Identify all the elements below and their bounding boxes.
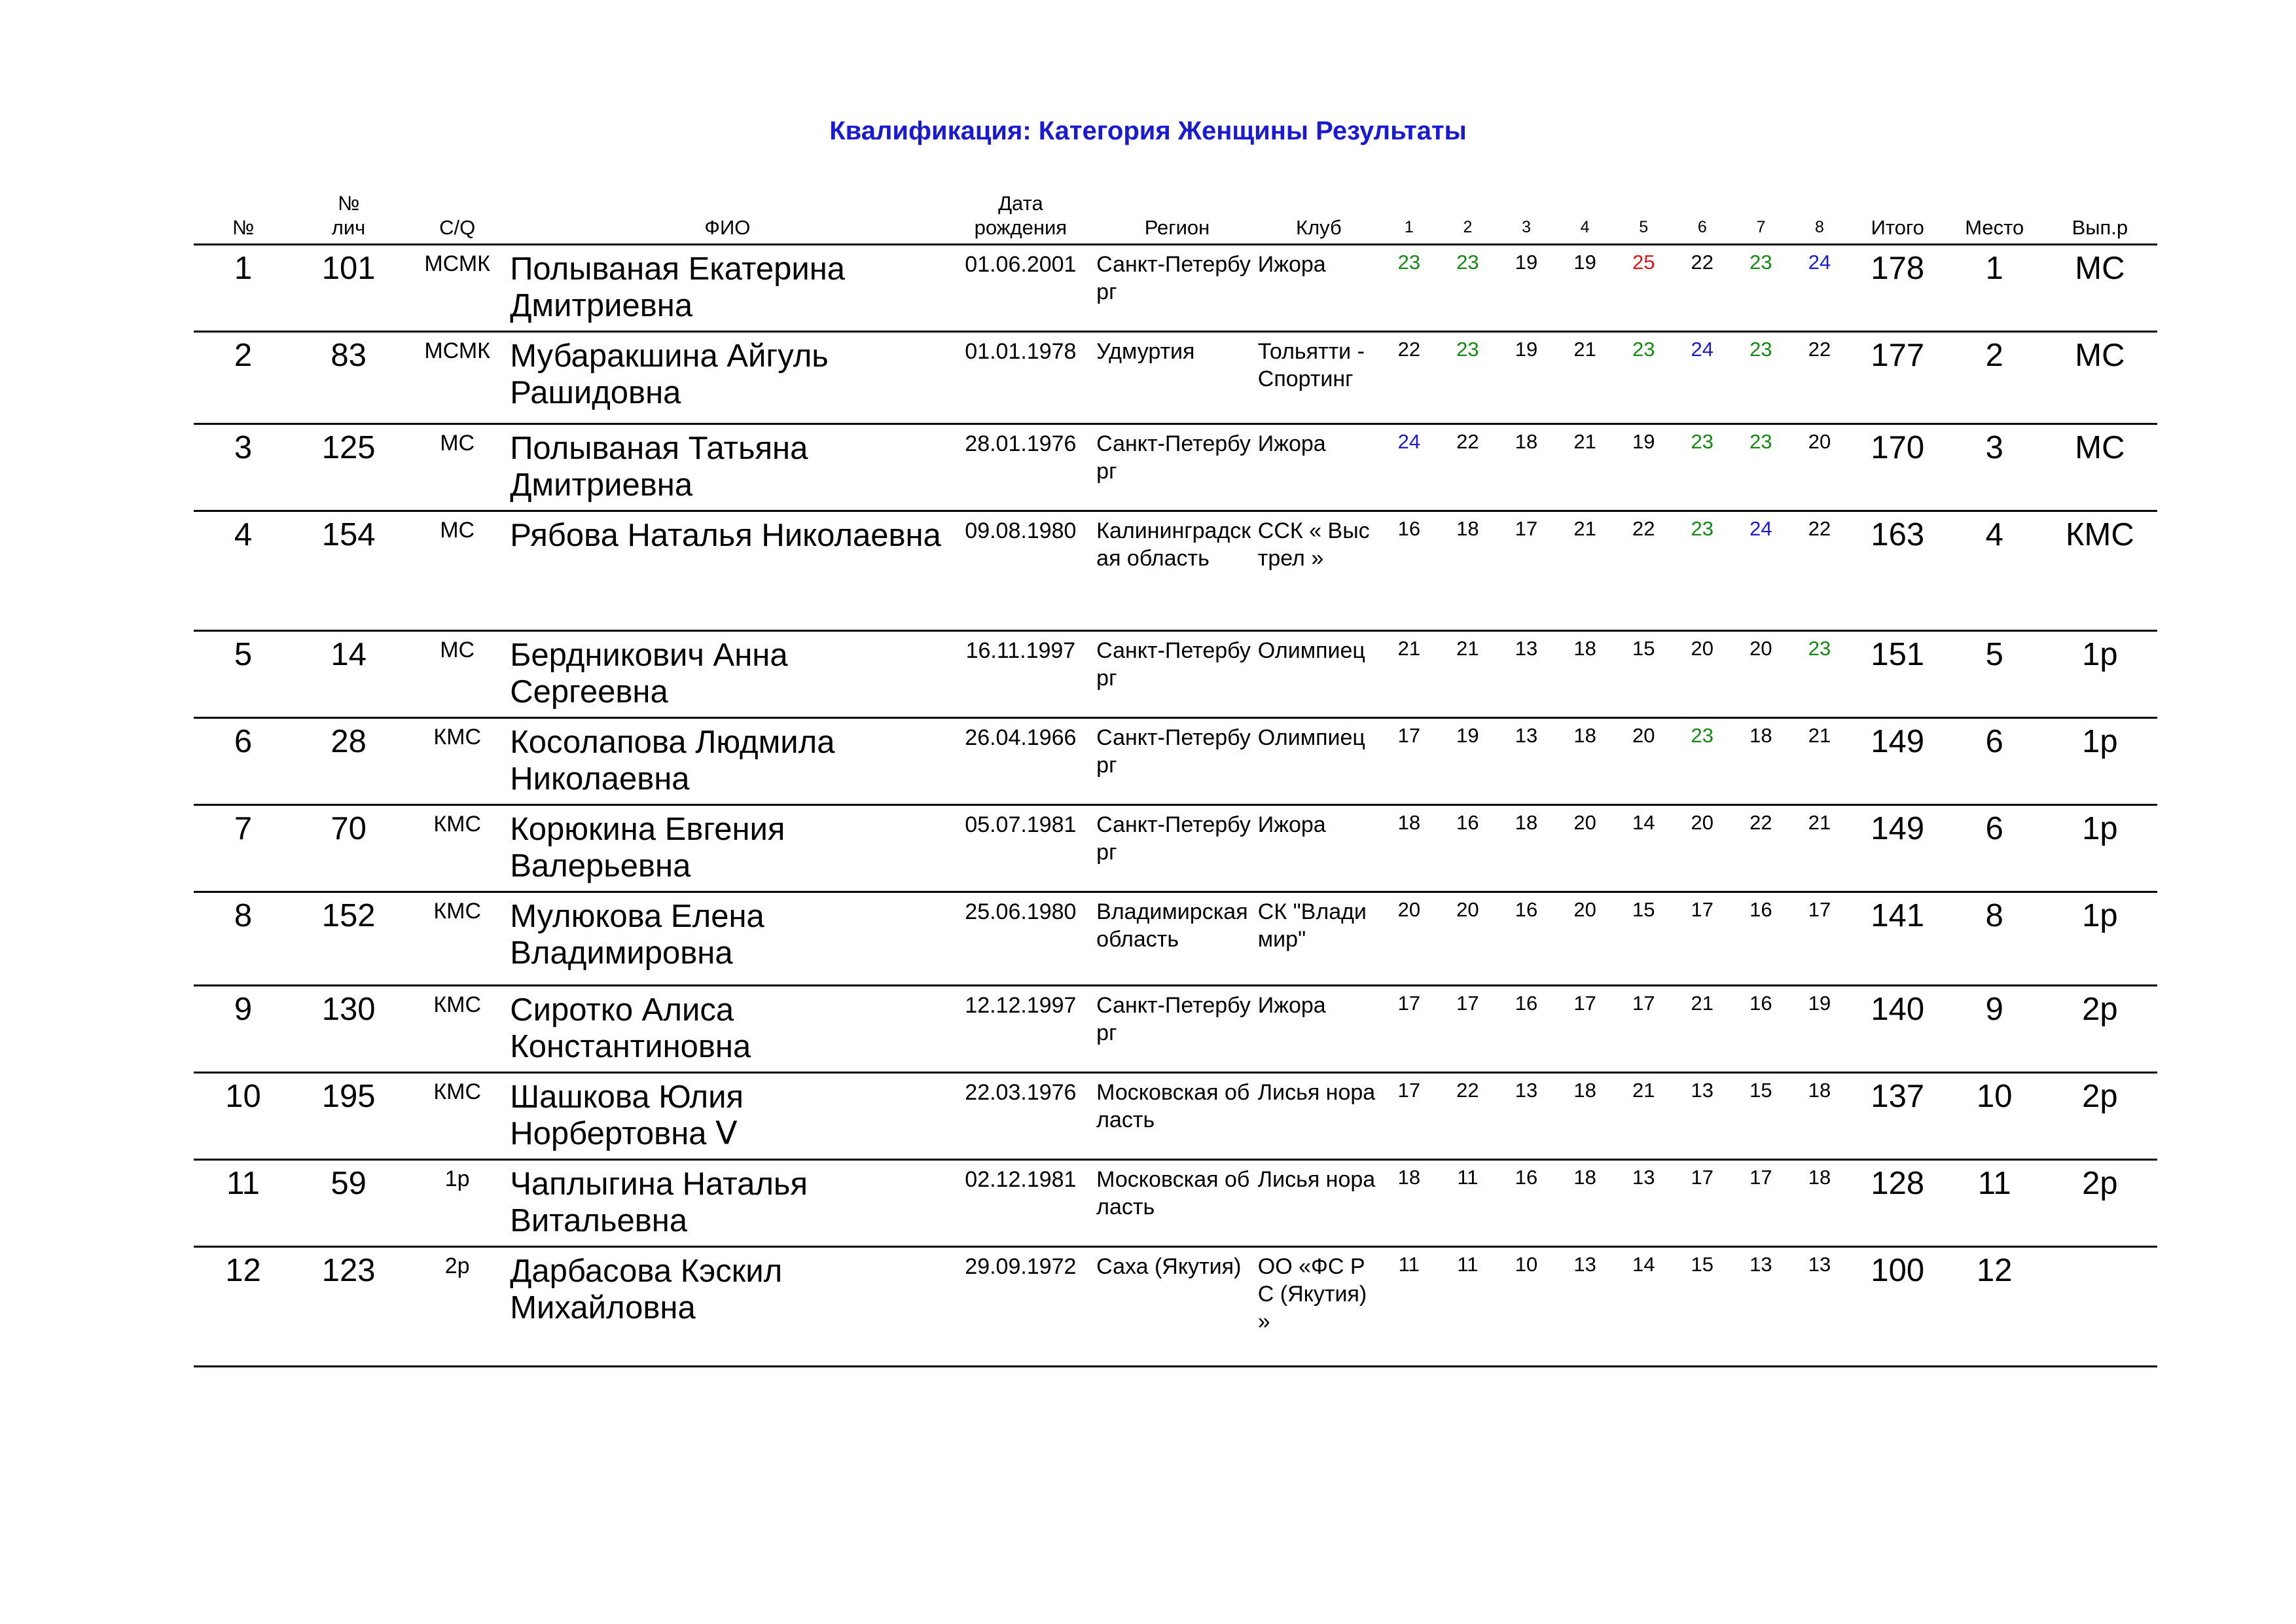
row-shot-7: 23	[1732, 245, 1791, 332]
row-shot-7: 24	[1732, 511, 1791, 631]
table-row	[194, 1160, 2157, 1247]
row-region: Калининградская область	[1096, 511, 1258, 631]
row-rank: 1р	[2043, 718, 2157, 805]
row-club: Олимпиец	[1258, 718, 1380, 805]
row-bib: 195	[293, 1073, 404, 1160]
row-num: 5	[194, 631, 293, 718]
row-shot-2: 19	[1439, 718, 1498, 805]
row-shot-2: 22	[1439, 424, 1498, 511]
row-club: ОО «ФС РС (Якутия) »	[1258, 1247, 1380, 1367]
row-region: Санкт-Петербург	[1096, 805, 1258, 892]
row-shot-4: 21	[1556, 332, 1615, 424]
row-shot-4: 21	[1556, 511, 1615, 631]
row-shot-6: 17	[1673, 1160, 1732, 1247]
row-shot-1: 17	[1380, 718, 1439, 805]
row-shot-2: 11	[1439, 1247, 1498, 1367]
row-shot-2: 20	[1439, 892, 1498, 986]
row-total: 149	[1849, 805, 1946, 892]
row-bib: 14	[293, 631, 404, 718]
table-row	[194, 805, 2157, 892]
row-dob: 22.03.1976	[945, 1073, 1097, 1160]
row-shot-2: 11	[1439, 1160, 1498, 1247]
row-fio: Рябова Наталья Николаевна	[510, 511, 944, 631]
row-shot-4: 21	[1556, 424, 1615, 511]
row-num: 9	[194, 986, 293, 1073]
row-shot-5: 17	[1614, 986, 1673, 1073]
header-shot-6: 6	[1673, 191, 1732, 245]
header-club: Клуб	[1258, 191, 1380, 245]
row-shot-1: 11	[1380, 1247, 1439, 1367]
table-row	[194, 631, 2157, 718]
row-cq: МСМК	[404, 245, 510, 332]
row-place: 5	[1946, 631, 2043, 718]
row-rank: МС	[2043, 245, 2157, 332]
row-shot-7: 18	[1732, 718, 1791, 805]
row-num: 12	[194, 1247, 293, 1367]
row-bib: 59	[293, 1160, 404, 1247]
row-fio: Полываная Татьяна Дмитриевна	[510, 424, 944, 511]
row-shot-4: 18	[1556, 631, 1615, 718]
row-rank	[2043, 1247, 2157, 1367]
row-place: 12	[1946, 1247, 2043, 1367]
row-cq: МС	[404, 424, 510, 511]
row-shot-6: 13	[1673, 1073, 1732, 1160]
row-bib: 101	[293, 245, 404, 332]
row-shot-8: 22	[1790, 511, 1849, 631]
row-shot-2: 16	[1439, 805, 1498, 892]
row-shot-6: 23	[1673, 424, 1732, 511]
row-region: Московская область	[1096, 1073, 1258, 1160]
row-num: 4	[194, 511, 293, 631]
row-shot-5: 21	[1614, 1073, 1673, 1160]
row-shot-6: 24	[1673, 332, 1732, 424]
row-shot-5: 15	[1614, 892, 1673, 986]
row-cq: КМС	[404, 892, 510, 986]
row-shot-1: 16	[1380, 511, 1439, 631]
row-club: Тольятти - Спортинг	[1258, 332, 1380, 424]
row-rank: 2р	[2043, 1160, 2157, 1247]
row-bib: 125	[293, 424, 404, 511]
header-shot-5: 5	[1614, 191, 1673, 245]
row-region: Санкт-Петербург	[1096, 245, 1258, 332]
row-shot-5: 13	[1614, 1160, 1673, 1247]
row-shot-7: 20	[1732, 631, 1791, 718]
row-rank: 2р	[2043, 986, 2157, 1073]
row-club: Ижора	[1258, 245, 1380, 332]
row-place: 10	[1946, 1073, 2043, 1160]
header-cq: С/Q	[404, 191, 510, 245]
header-num: №	[194, 191, 293, 245]
row-bib: 152	[293, 892, 404, 986]
row-total: 128	[1849, 1160, 1946, 1247]
row-club: Олимпиец	[1258, 631, 1380, 718]
row-shot-6: 20	[1673, 631, 1732, 718]
row-shot-5: 25	[1614, 245, 1673, 332]
row-total: 151	[1849, 631, 1946, 718]
row-shot-4: 18	[1556, 1073, 1615, 1160]
row-rank: МС	[2043, 424, 2157, 511]
row-dob: 09.08.1980	[945, 511, 1097, 631]
row-dob: 29.09.1972	[945, 1247, 1097, 1367]
row-total: 163	[1849, 511, 1946, 631]
row-shot-7: 15	[1732, 1073, 1791, 1160]
header-place: Место	[1946, 191, 2043, 245]
row-dob: 26.04.1966	[945, 718, 1097, 805]
row-place: 11	[1946, 1160, 2043, 1247]
row-num: 7	[194, 805, 293, 892]
row-club: Ижора	[1258, 805, 1380, 892]
row-shot-6: 23	[1673, 718, 1732, 805]
row-club: СК "Владимир"	[1258, 892, 1380, 986]
row-shot-5: 14	[1614, 805, 1673, 892]
row-shot-1: 23	[1380, 245, 1439, 332]
row-num: 2	[194, 332, 293, 424]
header-shot-7: 7	[1732, 191, 1791, 245]
row-dob: 05.07.1981	[945, 805, 1097, 892]
row-dob: 01.01.1978	[945, 332, 1097, 424]
row-cq: КМС	[404, 986, 510, 1073]
row-region: Саха (Якутия)	[1096, 1247, 1258, 1367]
row-shot-7: 13	[1732, 1247, 1791, 1367]
row-shot-1: 18	[1380, 805, 1439, 892]
row-rank: 2р	[2043, 1073, 2157, 1160]
row-club: ССК « Выстрел »	[1258, 511, 1380, 631]
row-shot-1: 22	[1380, 332, 1439, 424]
row-rank: 1р	[2043, 892, 2157, 986]
row-region: Санкт-Петербург	[1096, 424, 1258, 511]
row-num: 3	[194, 424, 293, 511]
row-dob: 12.12.1997	[945, 986, 1097, 1073]
row-shot-1: 17	[1380, 986, 1439, 1073]
row-place: 8	[1946, 892, 2043, 986]
row-fio: Шашкова Юлия Норбертовна ᐯ	[510, 1073, 944, 1160]
row-shot-4: 18	[1556, 718, 1615, 805]
header-dob: Дата рождения	[945, 191, 1097, 245]
header-bib: № лич	[293, 191, 404, 245]
header-rank: Вып.р	[2043, 191, 2157, 245]
row-shot-1: 21	[1380, 631, 1439, 718]
row-shot-4: 18	[1556, 1160, 1615, 1247]
row-shot-1: 17	[1380, 1073, 1439, 1160]
table-row	[194, 718, 2157, 805]
table-row	[194, 1073, 2157, 1160]
row-cq: МС	[404, 511, 510, 631]
row-cq: 1р	[404, 1160, 510, 1247]
row-shot-2: 23	[1439, 245, 1498, 332]
row-total: 177	[1849, 332, 1946, 424]
row-shot-8: 18	[1790, 1073, 1849, 1160]
row-dob: 16.11.1997	[945, 631, 1097, 718]
row-fio: Корюкина Евгения Валерьевна	[510, 805, 944, 892]
row-bib: 70	[293, 805, 404, 892]
row-dob: 25.06.1980	[945, 892, 1097, 986]
row-place: 1	[1946, 245, 2043, 332]
row-place: 6	[1946, 805, 2043, 892]
row-region: Санкт-Петербург	[1096, 986, 1258, 1073]
row-fio: Косолапова Людмила Николаевна	[510, 718, 944, 805]
header-shot-1: 1	[1380, 191, 1439, 245]
row-bib: 154	[293, 511, 404, 631]
row-shot-7: 23	[1732, 332, 1791, 424]
header-row	[194, 191, 2157, 245]
row-shot-3: 16	[1497, 986, 1556, 1073]
row-shot-3: 16	[1497, 1160, 1556, 1247]
row-shot-3: 18	[1497, 805, 1556, 892]
row-region: Владимирская область	[1096, 892, 1258, 986]
row-total: 137	[1849, 1073, 1946, 1160]
row-shot-3: 17	[1497, 511, 1556, 631]
row-shot-1: 24	[1380, 424, 1439, 511]
row-shot-7: 16	[1732, 892, 1791, 986]
row-region: Московская область	[1096, 1160, 1258, 1247]
row-shot-8: 13	[1790, 1247, 1849, 1367]
row-num: 11	[194, 1160, 293, 1247]
row-fio: Полываная Екатерина Дмитриевна	[510, 245, 944, 332]
header-shot-2: 2	[1439, 191, 1498, 245]
row-shot-4: 13	[1556, 1247, 1615, 1367]
row-shot-7: 22	[1732, 805, 1791, 892]
row-club: Ижора	[1258, 424, 1380, 511]
row-shot-8: 21	[1790, 718, 1849, 805]
row-shot-5: 20	[1614, 718, 1673, 805]
header-region: Регион	[1096, 191, 1258, 245]
row-rank: 1р	[2043, 805, 2157, 892]
row-shot-5: 23	[1614, 332, 1673, 424]
row-total: 141	[1849, 892, 1946, 986]
row-shot-3: 13	[1497, 631, 1556, 718]
table-row	[194, 986, 2157, 1073]
row-cq: МСМК	[404, 332, 510, 424]
row-cq: КМС	[404, 1073, 510, 1160]
row-club: Ижора	[1258, 986, 1380, 1073]
row-club: Лисья нора	[1258, 1073, 1380, 1160]
table-row	[194, 245, 2157, 332]
row-shot-7: 23	[1732, 424, 1791, 511]
row-dob: 28.01.1976	[945, 424, 1097, 511]
row-cq: МС	[404, 631, 510, 718]
row-shot-7: 17	[1732, 1160, 1791, 1247]
row-total: 100	[1849, 1247, 1946, 1367]
row-shot-4: 20	[1556, 805, 1615, 892]
row-shot-2: 18	[1439, 511, 1498, 631]
header-shot-3: 3	[1497, 191, 1556, 245]
row-place: 2	[1946, 332, 2043, 424]
results-table	[194, 191, 2157, 1367]
row-fio: Дарбасова Кэскил Михайловна	[510, 1247, 944, 1367]
row-fio: Бердникович Анна Сергеевна	[510, 631, 944, 718]
row-cq: КМС	[404, 805, 510, 892]
row-num: 6	[194, 718, 293, 805]
header-shot-4: 4	[1556, 191, 1615, 245]
row-shot-6: 21	[1673, 986, 1732, 1073]
row-num: 8	[194, 892, 293, 986]
row-bib: 130	[293, 986, 404, 1073]
row-bib: 123	[293, 1247, 404, 1367]
row-place: 9	[1946, 986, 2043, 1073]
row-shot-6: 17	[1673, 892, 1732, 986]
row-cq: КМС	[404, 718, 510, 805]
row-region: Санкт-Петербург	[1096, 631, 1258, 718]
row-dob: 01.06.2001	[945, 245, 1097, 332]
header-shot-8: 8	[1790, 191, 1849, 245]
row-shot-8: 18	[1790, 1160, 1849, 1247]
row-shot-6: 20	[1673, 805, 1732, 892]
row-bib: 83	[293, 332, 404, 424]
row-shot-4: 20	[1556, 892, 1615, 986]
row-cq: 2р	[404, 1247, 510, 1367]
row-shot-2: 21	[1439, 631, 1498, 718]
row-place: 3	[1946, 424, 2043, 511]
row-shot-2: 23	[1439, 332, 1498, 424]
row-fio: Сиротко Алиса Константиновна	[510, 986, 944, 1073]
row-shot-5: 22	[1614, 511, 1673, 631]
row-shot-3: 13	[1497, 1073, 1556, 1160]
row-shot-3: 19	[1497, 332, 1556, 424]
row-shot-8: 23	[1790, 631, 1849, 718]
row-shot-8: 17	[1790, 892, 1849, 986]
table-row	[194, 332, 2157, 424]
row-shot-1: 18	[1380, 1160, 1439, 1247]
row-shot-3: 10	[1497, 1247, 1556, 1367]
row-shot-4: 19	[1556, 245, 1615, 332]
row-bib: 28	[293, 718, 404, 805]
row-shot-6: 22	[1673, 245, 1732, 332]
row-total: 149	[1849, 718, 1946, 805]
table-row	[194, 1247, 2157, 1367]
row-num: 10	[194, 1073, 293, 1160]
row-shot-3: 16	[1497, 892, 1556, 986]
row-shot-3: 19	[1497, 245, 1556, 332]
row-shot-5: 14	[1614, 1247, 1673, 1367]
row-shot-8: 21	[1790, 805, 1849, 892]
row-fio: Мулюкова Елена Владимировна	[510, 892, 944, 986]
row-place: 6	[1946, 718, 2043, 805]
row-shot-8: 19	[1790, 986, 1849, 1073]
header-total: Итого	[1849, 191, 1946, 245]
table-row	[194, 511, 2157, 631]
row-total: 170	[1849, 424, 1946, 511]
row-shot-8: 24	[1790, 245, 1849, 332]
row-region: Удмуртия	[1096, 332, 1258, 424]
row-shot-5: 15	[1614, 631, 1673, 718]
row-shot-7: 16	[1732, 986, 1791, 1073]
table-body	[194, 245, 2157, 1367]
row-shot-4: 17	[1556, 986, 1615, 1073]
row-fio: Мубаракшина Айгуль Рашидовна	[510, 332, 944, 424]
row-shot-1: 20	[1380, 892, 1439, 986]
row-rank: 1р	[2043, 631, 2157, 718]
row-total: 140	[1849, 986, 1946, 1073]
row-total: 178	[1849, 245, 1946, 332]
row-rank: КМС	[2043, 511, 2157, 631]
row-rank: МС	[2043, 332, 2157, 424]
row-region: Санкт-Петербург	[1096, 718, 1258, 805]
row-shot-3: 13	[1497, 718, 1556, 805]
row-shot-3: 18	[1497, 424, 1556, 511]
row-shot-2: 22	[1439, 1073, 1498, 1160]
row-shot-2: 17	[1439, 986, 1498, 1073]
row-dob: 02.12.1981	[945, 1160, 1097, 1247]
row-shot-5: 19	[1614, 424, 1673, 511]
row-shot-6: 15	[1673, 1247, 1732, 1367]
table-header	[194, 191, 2157, 245]
table-row	[194, 892, 2157, 986]
row-shot-8: 22	[1790, 332, 1849, 424]
row-place: 4	[1946, 511, 2043, 631]
row-club: Лисья нора	[1258, 1160, 1380, 1247]
row-shot-8: 20	[1790, 424, 1849, 511]
table-row	[194, 424, 2157, 511]
row-num: 1	[194, 245, 293, 332]
header-fio: ФИО	[510, 191, 944, 245]
page-title: Квалификация: Категория Женщины Результаты	[829, 117, 1467, 145]
row-fio: Чаплыгина Наталья Витальевна	[510, 1160, 944, 1247]
row-shot-6: 23	[1673, 511, 1732, 631]
